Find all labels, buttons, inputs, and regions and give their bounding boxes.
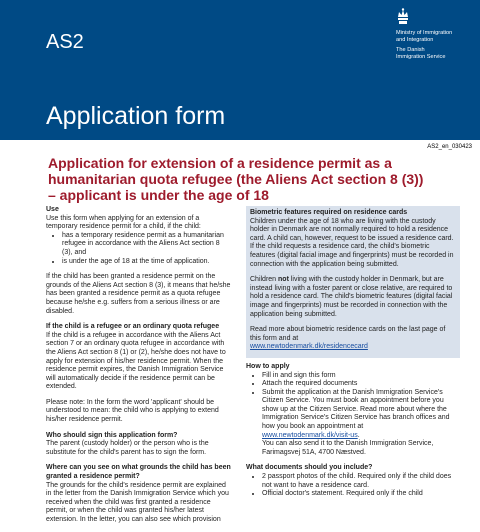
biometric-info-box [246,206,460,358]
page-title [48,155,428,203]
right-column [246,206,460,506]
form-code: AS2 [46,31,84,53]
refugee-heading: If the child is a refugee or an ordinary quota refugee [46,323,220,331]
list-item: • Fill in and sign this form [262,372,460,381]
title-line: – applicant is under the age of 18 [48,187,269,203]
list-item: • has a temporary residence permit as a humanitarian refugee in accordance with the Aliens Act section 8 (3), and [62,232,232,258]
use-heading: Use [46,206,59,213]
how-list [246,372,460,458]
title-line: humanitarian quota refugee (the Aliens Act section 8 (3)) [48,171,424,187]
form-title: Application form [46,102,226,130]
biometric-paragraph: Read more about biometric residence cards on the last page of this form and at www.newtodenmark.dk/residencecard [250,326,446,351]
left-column [46,206,232,532]
emphasis-not: not [278,276,289,284]
where-paragraph: The grounds for the child's residence permit are explained in the letter from the Danish Immigration Service which you received when the child was first granted a residence permit, or when the child was granted his/her latest extension. In the letter, you can also see which provision [46,481,229,523]
how-heading: How to apply [246,362,290,370]
note-paragraph: Please note: In the form the word 'applicant' should be understood to mean: the child who is applying to extend his/her residence permit. [46,398,219,424]
agency-line: Immigration Service [396,53,446,60]
list-item: • 2 passport photos of the child. Required only if the child does not want to have a residence card. [262,473,460,490]
biometric-heading: Biometric features required on residence cards [250,209,408,216]
use-intro: Use this form when applying for an extension of a temporary residence permit for a child, if the child: [46,214,201,231]
docs-heading: What documents should you include? [246,464,373,472]
biometric-paragraph: Children under the age of 18 who are living with the custody holder in Denmark are not normally required to hold a residence card. A child can, however, request to be issued a residence card. If the child requests a residence card, the child's biometric features (digital facial image and fingerprints) must be recorded in connection with the application being submitted. [250,217,454,268]
use-list [46,232,232,266]
use-paragraph: If the child has been granted a residence permit on the grounds of the Aliens Act section 8 (3), it means that he/she has been granted a residence permit as a quota refugee because he/she e.g. suffers from a serious illness or are disabled. [46,273,231,315]
who-heading: Who should sign this application form? [46,431,178,439]
title-line: Application for extension of a residence permit as a [48,155,392,171]
residence-card-link[interactable]: www.newtodenmark.dk/residencecard [250,343,368,351]
list-item: • is under the age of 18 at the time of application. [62,258,232,267]
list-item: • Official doctor's statement. Required only if the child [262,490,460,499]
list-item: • Submit the application at the Danish Immigration Service's Citizen Service. You must book an appointment before you show up at the Citizen Service. Read more about where the Immigration Service's Citizen Service has branch offices and how you book an appointment at www.newtodenmark.dk/visit-us. You can also send it to the Danish Immigration Service, Farimagsvej 51A, 4700 Næstved. [262,389,460,458]
ministry-logo-text [396,30,452,60]
ministry-line: and Integration [396,36,434,43]
form-reference: AS2_en_030423 [427,144,472,150]
who-paragraph: The parent (custody holder) or the person who is the substitute for the child's parent has to sign the form. [46,440,209,456]
agency-line: The Danish [396,47,425,54]
visit-us-link[interactable]: www.newtodenmark.dk/visit-us [262,431,358,439]
list-item: • Attach the required documents [262,380,460,389]
refugee-paragraph: If the child is a refugee in accordance with the Aliens Act section 7 or an ordinary quota refugee in accordance with the Aliens Act section 8 (1) or (2), he/she does not have to apply for extension of his/her residence permit. When the residence permit expires, the Danish Immigration Service will automatically decide if the residence permit can be extended. [46,331,226,391]
biometric-paragraph: Children not living with the custody holder in Denmark, but are instead living with a foster parent or close relative, are required to hold a residence card. The child's biometric features (digital facial image and fingerprints) must be recorded in connection with the application being submitted. [250,276,453,318]
crown-icon [396,8,410,26]
header-banner [0,0,480,140]
ministry-line: Ministry of Immigration [396,30,453,36]
where-heading: Where can you see on what grounds the child has been granted a residence permit? [46,464,231,481]
docs-list [246,473,460,499]
